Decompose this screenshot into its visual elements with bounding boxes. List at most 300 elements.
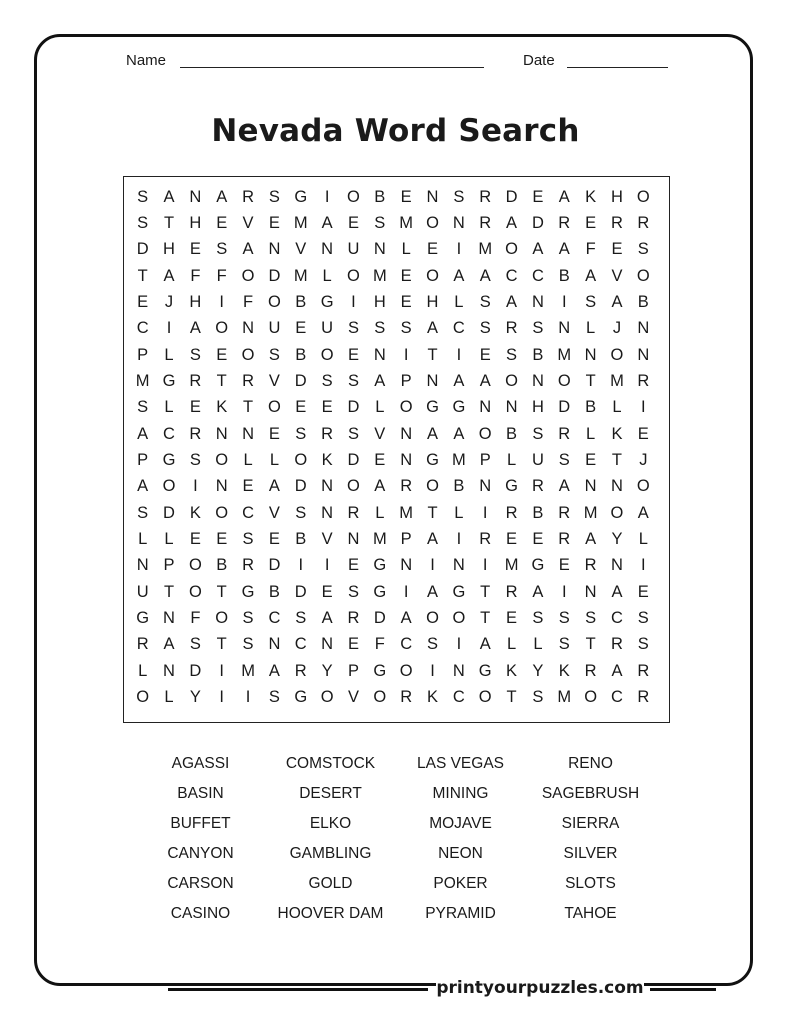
grid-cell[interactable]: B (558, 266, 570, 285)
grid-cell[interactable]: N (479, 398, 492, 417)
grid-cell[interactable]: A (637, 503, 649, 522)
grid-cell[interactable]: D (558, 398, 571, 417)
grid-cell[interactable]: L (506, 451, 517, 469)
grid-cell[interactable]: N (426, 187, 439, 206)
grid-cell[interactable]: R (584, 556, 597, 575)
grid-cell[interactable]: D (294, 477, 307, 496)
grid-cell[interactable]: I (351, 292, 356, 311)
grid-cell[interactable]: F (585, 240, 596, 259)
grid-cell[interactable]: M (399, 213, 414, 232)
grid-cell[interactable]: O (241, 266, 255, 285)
grid-cell[interactable]: N (400, 556, 413, 575)
grid-cell[interactable]: O (188, 582, 202, 601)
grid-cell[interactable]: A (163, 266, 175, 285)
grid-cell[interactable]: O (557, 371, 571, 390)
grid-cell[interactable]: A (585, 530, 597, 549)
grid-cell[interactable]: I (219, 661, 225, 680)
grid-cell[interactable]: E (347, 635, 359, 654)
grid-cell[interactable]: R (531, 477, 544, 496)
grid-cell[interactable]: K (321, 451, 333, 469)
grid-cell[interactable]: L (138, 530, 148, 549)
grid-cell[interactable]: T (216, 371, 227, 390)
grid-cell[interactable]: S (189, 451, 201, 469)
grid-cell[interactable]: R (558, 503, 571, 522)
grid-cell[interactable]: T (427, 503, 438, 522)
grid-cell[interactable]: N (452, 661, 465, 680)
grid-cell[interactable]: I (482, 503, 488, 522)
grid-cell[interactable]: N (584, 582, 597, 601)
grid-cell[interactable]: U (347, 240, 360, 259)
grid-cell[interactable]: A (532, 582, 544, 601)
grid-cell[interactable]: O (426, 213, 439, 232)
grid-cell[interactable]: F (190, 609, 201, 628)
grid-cell[interactable]: E (295, 398, 307, 417)
grid-cell[interactable]: R (637, 661, 650, 680)
grid-cell[interactable]: A (163, 187, 175, 206)
grid-cell[interactable]: G (373, 661, 387, 680)
grid-cell[interactable]: K (216, 398, 228, 417)
grid-cell[interactable]: M (610, 371, 624, 390)
grid-cell[interactable]: G (136, 609, 150, 628)
grid-cell[interactable]: M (135, 371, 150, 390)
grid-cell[interactable]: E (479, 345, 491, 364)
grid-cell[interactable]: N (321, 503, 334, 522)
grid-cell[interactable]: E (400, 187, 412, 206)
grid-cell[interactable]: L (164, 688, 174, 707)
grid-cell[interactable]: G (162, 451, 176, 469)
grid-cell[interactable]: T (506, 688, 517, 707)
grid-cell[interactable]: L (164, 530, 174, 549)
grid-cell[interactable]: L (375, 503, 385, 522)
grid-cell[interactable]: S (532, 688, 544, 707)
grid-cell[interactable]: A (427, 319, 439, 338)
grid-cell[interactable]: E (585, 451, 597, 469)
grid-cell[interactable]: N (584, 477, 597, 496)
grid-cell[interactable]: N (189, 187, 202, 206)
grid-cell[interactable]: R (611, 213, 623, 232)
grid-cell[interactable]: M (293, 213, 308, 232)
grid-cell[interactable]: N (242, 319, 255, 338)
grid-cell[interactable]: A (611, 661, 623, 680)
grid-cell[interactable]: E (189, 530, 201, 549)
grid-cell[interactable]: O (399, 661, 413, 680)
grid-cell[interactable]: D (373, 609, 386, 628)
grid-cell[interactable]: O (136, 688, 150, 707)
grid-cell[interactable]: M (583, 503, 598, 522)
footer-site-link[interactable]: printyourpuzzles.com (436, 978, 644, 998)
grid-cell[interactable]: K (506, 661, 518, 680)
grid-cell[interactable]: C (294, 635, 307, 654)
grid-cell[interactable]: C (400, 635, 413, 654)
grid-cell[interactable]: A (400, 609, 412, 628)
grid-cell[interactable]: E (506, 609, 518, 628)
grid-cell[interactable]: N (268, 635, 281, 654)
grid-cell[interactable]: S (268, 345, 280, 364)
grid-cell[interactable]: A (137, 424, 149, 443)
grid-cell[interactable]: I (430, 661, 435, 680)
grid-cell[interactable]: Y (321, 661, 333, 680)
grid-cell[interactable]: B (374, 187, 386, 206)
grid-cell[interactable]: M (293, 266, 308, 285)
grid-cell[interactable]: D (163, 503, 175, 522)
grid-cell[interactable]: S (400, 319, 412, 338)
grid-cell[interactable]: S (637, 240, 649, 259)
grid-cell[interactable]: L (401, 240, 411, 259)
grid-cell[interactable]: A (479, 371, 491, 390)
grid-cell[interactable]: R (637, 371, 650, 390)
grid-cell[interactable]: L (506, 635, 517, 654)
grid-cell[interactable]: O (478, 424, 492, 443)
grid-cell[interactable]: A (479, 635, 491, 654)
grid-cell[interactable]: N (215, 424, 228, 443)
grid-cell[interactable]: M (557, 345, 572, 364)
grid-cell[interactable]: I (219, 688, 225, 707)
grid-cell[interactable]: S (242, 530, 254, 549)
grid-cell[interactable]: S (295, 424, 307, 443)
grid-cell[interactable]: R (400, 477, 413, 496)
grid-cell[interactable]: S (637, 609, 649, 628)
grid-cell[interactable]: M (241, 661, 255, 680)
grid-cell[interactable]: A (585, 266, 597, 285)
grid-cell[interactable]: T (585, 371, 596, 390)
grid-cell[interactable]: A (479, 266, 491, 285)
grid-cell[interactable]: L (164, 345, 174, 364)
grid-cell[interactable]: E (268, 213, 280, 232)
grid-cell[interactable]: C (163, 424, 175, 443)
grid-cell[interactable]: C (242, 503, 255, 522)
grid-cell[interactable]: G (426, 451, 439, 469)
grid-cell[interactable]: I (245, 688, 251, 707)
grid-cell[interactable]: O (215, 609, 229, 628)
grid-cell[interactable]: A (374, 477, 386, 496)
grid-cell[interactable]: R (584, 661, 597, 680)
grid-cell[interactable]: C (136, 319, 149, 338)
grid-cell[interactable]: R (558, 530, 571, 549)
grid-cell[interactable]: N (373, 240, 386, 259)
grid-cell[interactable]: O (636, 187, 650, 206)
grid-cell[interactable]: E (532, 187, 544, 206)
grid-cell[interactable]: N (242, 424, 255, 443)
grid-cell[interactable]: E (216, 345, 228, 364)
grid-cell[interactable]: S (137, 213, 149, 232)
grid-cell[interactable]: R (505, 582, 518, 601)
grid-cell[interactable]: R (637, 213, 650, 232)
grid-cell[interactable]: P (479, 451, 491, 469)
grid-cell[interactable]: O (347, 477, 360, 496)
grid-cell[interactable]: T (427, 345, 438, 364)
grid-cell[interactable]: O (505, 240, 518, 259)
grid-cell[interactable]: E (295, 319, 307, 338)
grid-cell[interactable]: A (611, 582, 623, 601)
grid-cell[interactable]: S (532, 319, 544, 338)
grid-cell[interactable]: B (453, 477, 465, 496)
grid-cell[interactable]: H (426, 292, 439, 311)
grid-cell[interactable]: E (216, 530, 228, 549)
grid-cell[interactable]: E (137, 292, 149, 311)
grid-cell[interactable]: R (294, 661, 307, 680)
grid-cell[interactable]: S (295, 503, 307, 522)
grid-cell[interactable]: C (505, 266, 518, 285)
grid-cell[interactable]: R (611, 635, 623, 654)
grid-cell[interactable]: O (241, 345, 255, 364)
grid-cell[interactable]: O (294, 451, 308, 469)
grid-cell[interactable]: E (347, 345, 359, 364)
grid-cell[interactable]: O (347, 187, 360, 206)
grid-cell[interactable]: A (611, 292, 623, 311)
grid-cell[interactable]: D (189, 661, 202, 680)
grid-cell[interactable]: V (347, 688, 359, 707)
grid-cell[interactable]: V (268, 503, 280, 522)
grid-cell[interactable]: I (561, 582, 567, 601)
grid-cell[interactable]: G (452, 398, 466, 417)
grid-cell[interactable]: O (478, 688, 492, 707)
grid-cell[interactable]: G (241, 582, 255, 601)
grid-cell[interactable]: I (641, 398, 646, 417)
grid-cell[interactable]: D (294, 582, 307, 601)
grid-cell[interactable]: O (610, 503, 624, 522)
grid-cell[interactable]: S (242, 635, 254, 654)
grid-cell[interactable]: A (137, 477, 149, 496)
grid-cell[interactable]: T (480, 582, 491, 601)
grid-cell[interactable]: T (163, 582, 175, 601)
grid-cell[interactable]: A (453, 371, 465, 390)
grid-cell[interactable]: H (189, 213, 202, 232)
grid-cell[interactable]: R (479, 213, 492, 232)
grid-cell[interactable]: O (215, 319, 229, 338)
grid-cell[interactable]: A (268, 661, 280, 680)
grid-cell[interactable]: S (242, 609, 254, 628)
grid-cell[interactable]: U (321, 319, 334, 338)
grid-cell[interactable]: A (242, 240, 254, 259)
grid-cell[interactable]: S (321, 371, 333, 390)
grid-cell[interactable]: O (215, 503, 229, 522)
grid-cell[interactable]: S (189, 345, 201, 364)
grid-cell[interactable]: N (268, 240, 281, 259)
grid-cell[interactable]: L (586, 424, 596, 443)
grid-cell[interactable]: A (163, 635, 175, 654)
grid-cell[interactable]: R (505, 319, 518, 338)
grid-cell[interactable]: A (374, 371, 386, 390)
grid-cell[interactable]: D (268, 556, 281, 575)
grid-cell[interactable]: G (426, 398, 439, 417)
grid-cell[interactable]: K (427, 688, 439, 707)
grid-cell[interactable]: G (294, 187, 308, 206)
grid-cell[interactable]: R (189, 371, 202, 390)
grid-cell[interactable]: R (321, 424, 334, 443)
grid-cell[interactable]: R (347, 503, 360, 522)
grid-cell[interactable]: M (399, 503, 414, 522)
grid-cell[interactable]: V (611, 266, 623, 285)
grid-cell[interactable]: E (506, 530, 518, 549)
grid-cell[interactable]: S (268, 187, 280, 206)
grid-cell[interactable]: E (611, 240, 623, 259)
grid-cell[interactable]: O (426, 477, 439, 496)
grid-cell[interactable]: O (162, 477, 176, 496)
grid-cell[interactable]: C (452, 319, 465, 338)
grid-cell[interactable]: C (611, 609, 623, 628)
grid-cell[interactable]: M (557, 688, 572, 707)
grid-cell[interactable]: S (347, 319, 359, 338)
grid-cell[interactable]: N (452, 556, 465, 575)
grid-cell[interactable]: N (611, 477, 623, 496)
grid-cell[interactable]: P (347, 661, 359, 680)
grid-cell[interactable]: E (532, 530, 544, 549)
grid-cell[interactable]: O (426, 609, 439, 628)
grid-cell[interactable]: R (242, 556, 255, 575)
grid-cell[interactable]: I (193, 477, 198, 496)
grid-cell[interactable]: J (639, 451, 648, 469)
grid-cell[interactable]: C (611, 688, 623, 707)
grid-cell[interactable]: N (163, 609, 175, 628)
grid-cell[interactable]: N (136, 556, 149, 575)
grid-cell[interactable]: S (532, 609, 544, 628)
grid-cell[interactable]: P (163, 556, 175, 575)
grid-cell[interactable]: O (215, 451, 229, 469)
grid-cell[interactable]: B (532, 345, 544, 364)
grid-cell[interactable]: M (372, 266, 387, 285)
grid-cell[interactable]: O (452, 609, 466, 628)
grid-cell[interactable]: O (505, 371, 518, 390)
grid-cell[interactable]: S (585, 292, 597, 311)
grid-cell[interactable]: R (242, 371, 255, 390)
grid-cell[interactable]: L (375, 398, 385, 417)
grid-cell[interactable]: E (374, 451, 386, 469)
grid-cell[interactable]: R (136, 635, 149, 654)
grid-cell[interactable]: D (136, 240, 149, 259)
grid-cell[interactable]: O (188, 556, 202, 575)
grid-cell[interactable]: D (347, 451, 360, 469)
grid-cell[interactable]: V (295, 240, 307, 259)
grid-cell[interactable]: K (585, 187, 597, 206)
grid-cell[interactable]: E (637, 582, 649, 601)
grid-cell[interactable]: O (320, 688, 334, 707)
grid-cell[interactable]: D (347, 398, 360, 417)
grid-cell[interactable]: E (189, 398, 201, 417)
grid-cell[interactable]: E (427, 240, 439, 259)
grid-cell[interactable]: H (373, 292, 386, 311)
grid-cell[interactable]: I (324, 556, 330, 575)
grid-cell[interactable]: L (322, 266, 332, 285)
grid-cell[interactable]: S (347, 371, 359, 390)
grid-cell[interactable]: L (533, 635, 543, 654)
grid-cell[interactable]: M (372, 530, 387, 549)
grid-cell[interactable]: D (531, 213, 544, 232)
grid-cell[interactable]: L (586, 319, 596, 338)
grid-cell[interactable]: E (400, 292, 412, 311)
grid-cell[interactable]: A (427, 530, 439, 549)
grid-cell[interactable]: B (295, 345, 307, 364)
grid-cell[interactable]: E (400, 266, 412, 285)
grid-cell[interactable]: T (216, 635, 227, 654)
grid-cell[interactable]: S (427, 635, 439, 654)
grid-cell[interactable]: N (321, 240, 334, 259)
grid-cell[interactable]: G (320, 292, 334, 311)
grid-cell[interactable]: A (558, 240, 570, 259)
grid-cell[interactable]: J (164, 292, 174, 311)
name-field-line[interactable] (180, 67, 484, 68)
grid-cell[interactable]: B (216, 556, 228, 575)
grid-cell[interactable]: G (505, 477, 518, 496)
grid-cell[interactable]: U (531, 451, 544, 469)
grid-cell[interactable]: C (531, 266, 544, 285)
grid-cell[interactable]: S (532, 424, 544, 443)
grid-cell[interactable]: A (427, 424, 439, 443)
grid-cell[interactable]: F (216, 266, 227, 285)
grid-cell[interactable]: R (558, 424, 571, 443)
grid-cell[interactable]: E (268, 530, 280, 549)
grid-cell[interactable]: Y (611, 530, 623, 549)
grid-cell[interactable]: I (456, 345, 462, 364)
grid-cell[interactable]: D (294, 371, 307, 390)
grid-cell[interactable]: E (347, 556, 359, 575)
grid-cell[interactable]: O (584, 688, 598, 707)
grid-cell[interactable]: E (216, 213, 228, 232)
grid-cell[interactable]: E (637, 424, 649, 443)
grid-cell[interactable]: R (189, 424, 202, 443)
grid-cell[interactable]: A (268, 477, 280, 496)
grid-cell[interactable]: B (506, 424, 518, 443)
grid-cell[interactable]: E (321, 398, 333, 417)
grid-cell[interactable]: S (137, 187, 149, 206)
grid-cell[interactable]: E (189, 240, 201, 259)
grid-cell[interactable]: K (189, 503, 201, 522)
grid-cell[interactable]: B (532, 503, 544, 522)
grid-cell[interactable]: T (611, 451, 623, 469)
grid-cell[interactable]: N (611, 556, 623, 575)
grid-cell[interactable]: O (373, 688, 387, 707)
grid-cell[interactable]: I (298, 556, 304, 575)
grid-cell[interactable]: H (189, 292, 202, 311)
grid-cell[interactable]: A (453, 266, 465, 285)
grid-cell[interactable]: N (637, 319, 650, 338)
grid-cell[interactable]: F (243, 292, 254, 311)
grid-cell[interactable]: O (610, 345, 624, 364)
grid-cell[interactable]: B (637, 292, 649, 311)
grid-cell[interactable]: E (558, 556, 570, 575)
grid-cell[interactable]: A (506, 292, 518, 311)
grid-cell[interactable]: A (189, 319, 201, 338)
grid-cell[interactable]: N (426, 371, 439, 390)
grid-cell[interactable]: P (400, 530, 412, 549)
grid-cell[interactable]: N (584, 345, 597, 364)
grid-cell[interactable]: I (403, 582, 409, 601)
grid-cell[interactable]: H (611, 187, 623, 206)
grid-cell[interactable]: S (268, 688, 280, 707)
grid-cell[interactable]: I (456, 635, 462, 654)
grid-cell[interactable]: L (454, 503, 464, 522)
grid-cell[interactable]: F (190, 266, 201, 285)
grid-cell[interactable]: M (504, 556, 519, 575)
grid-cell[interactable]: S (479, 292, 491, 311)
grid-cell[interactable]: L (612, 398, 622, 417)
grid-cell[interactable]: T (585, 635, 596, 654)
grid-cell[interactable]: E (585, 213, 597, 232)
grid-cell[interactable]: O (399, 398, 413, 417)
grid-cell[interactable]: N (637, 345, 650, 364)
grid-cell[interactable]: E (242, 477, 254, 496)
grid-cell[interactable]: G (373, 582, 387, 601)
grid-cell[interactable]: S (347, 424, 359, 443)
grid-cell[interactable]: N (163, 661, 175, 680)
grid-cell[interactable]: L (638, 530, 648, 549)
grid-cell[interactable]: C (268, 609, 281, 628)
grid-cell[interactable]: R (400, 688, 413, 707)
grid-cell[interactable]: A (321, 213, 333, 232)
grid-cell[interactable]: I (641, 556, 646, 575)
grid-cell[interactable]: I (561, 292, 567, 311)
grid-cell[interactable]: N (531, 371, 544, 390)
grid-cell[interactable]: G (452, 582, 466, 601)
